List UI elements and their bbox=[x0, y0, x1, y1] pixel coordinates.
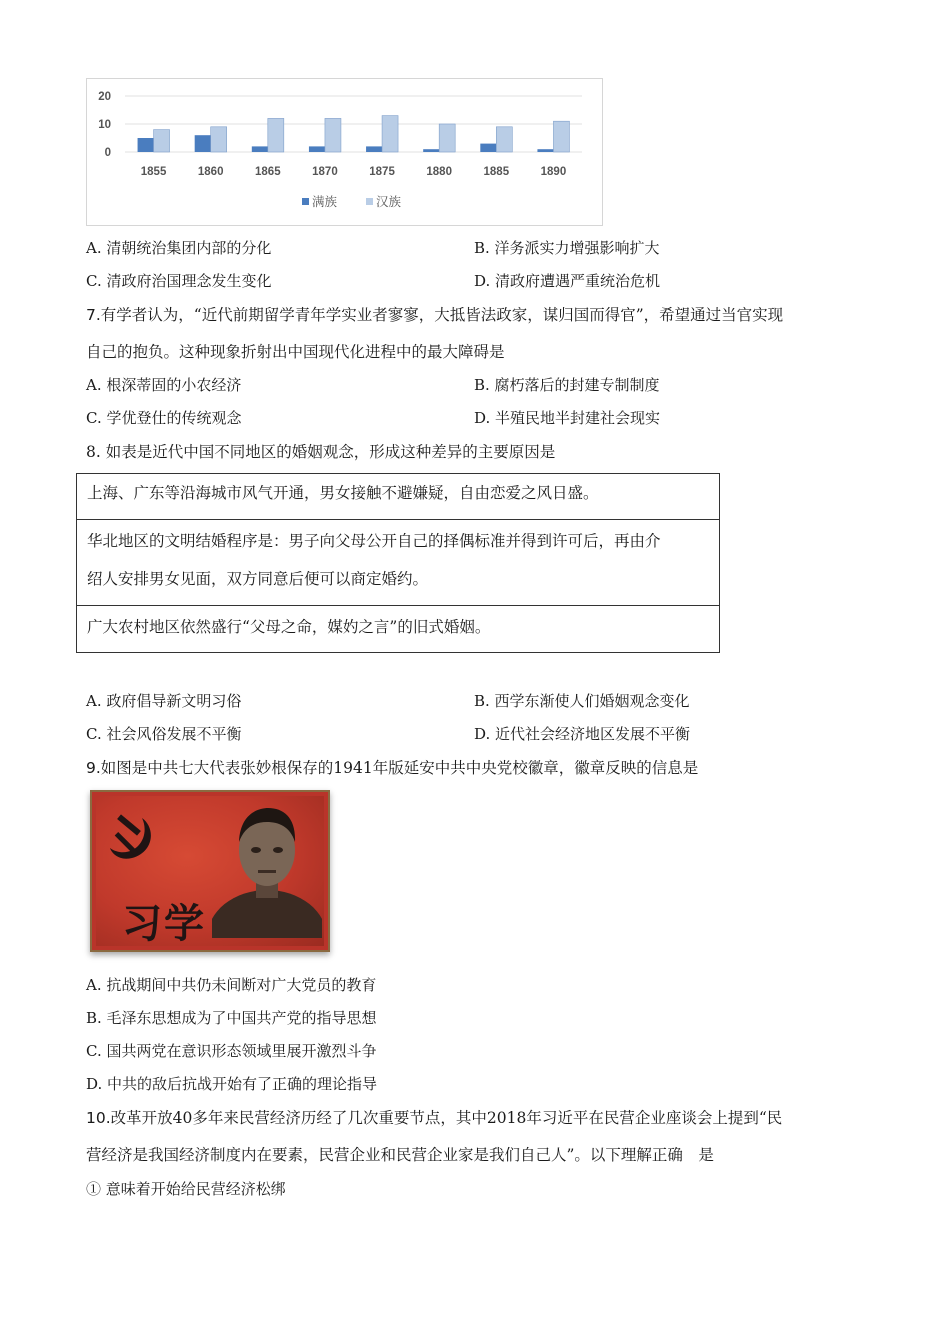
q8-option-b: B. 西学东渐使人们婚姻观念变化 bbox=[474, 692, 690, 710]
x-tick-label: 1875 bbox=[369, 166, 395, 178]
x-tick-label: 1865 bbox=[255, 166, 281, 178]
q8-option-d: D. 近代社会经济地区发展不平衡 bbox=[474, 725, 691, 743]
bar-manchu-1875 bbox=[366, 146, 382, 152]
q7-stem-line1 bbox=[86, 305, 783, 325]
portrait-icon bbox=[212, 798, 322, 938]
q9-option-a: A. 抗战期间中共仍未间断对广大党员的教育 bbox=[86, 976, 377, 994]
q9-option-c: C. 国共两党在意识形态领域里展开激烈斗争 bbox=[86, 1042, 377, 1060]
q10-item-1: ① 意味着开始给民营经济松绑 bbox=[86, 1180, 286, 1198]
bar-han-1875 bbox=[382, 116, 398, 152]
q6-option-a: A. 清朝统治集团内部的分化 bbox=[86, 239, 272, 257]
q8-stem: 8. 如表是近代中国不同地区的婚姻观念，形成这种差异的主要原因是 bbox=[86, 443, 556, 461]
q10-number: 10. bbox=[86, 1109, 111, 1127]
q9-option-b: B. 毛泽东思想成为了中国共产党的指导思想 bbox=[86, 1009, 377, 1027]
q7-number: 7. bbox=[86, 306, 101, 324]
q10-stem-line2: 营经济是我国经济制度内在要素，民营企业和民营企业家是我们自己人”。以下理解正确 是 bbox=[86, 1146, 714, 1164]
table-cell: 广大农村地区依然盛行“父母之命，媒妁之言”的旧式婚姻。 bbox=[87, 618, 491, 636]
table-row bbox=[77, 520, 719, 606]
y-tick-label: 10 bbox=[98, 119, 111, 131]
bar-chart bbox=[86, 78, 603, 226]
q10-stem-line1 bbox=[86, 1108, 782, 1128]
q8-table bbox=[76, 473, 720, 653]
q7-option-d: D. 半殖民地半封建社会现实 bbox=[474, 409, 661, 427]
badge-text: 习学 bbox=[122, 901, 206, 947]
q7-option-b: B. 腐朽落后的封建专制制度 bbox=[474, 376, 660, 394]
legend-label: 满族 bbox=[312, 194, 338, 209]
party-school-badge-image bbox=[90, 790, 330, 952]
bar-manchu-1890 bbox=[537, 149, 553, 152]
bar-han-1885 bbox=[496, 127, 512, 152]
bar-han-1890 bbox=[553, 121, 569, 152]
table-cell: 绍人安排男女见面，双方同意后便可以商定婚约。 bbox=[87, 570, 429, 588]
bar-han-1860 bbox=[211, 127, 227, 152]
q9-option-d: D. 中共的敌后抗战开始有了正确的理论指导 bbox=[86, 1075, 378, 1093]
x-tick-label: 1870 bbox=[312, 166, 338, 178]
q8-option-c: C. 社会风俗发展不平衡 bbox=[86, 725, 242, 743]
q10-text-line1: 改革开放40多年来民营经济历经了几次重要节点，其中2018年习近平在民营企业座谈会上提到“民 bbox=[110, 1109, 783, 1127]
bar-manchu-1855 bbox=[138, 138, 154, 152]
x-tick-label: 1855 bbox=[140, 166, 167, 178]
y-tick-label: 20 bbox=[98, 91, 111, 103]
q6-option-c: C. 清政府治国理念发生变化 bbox=[86, 272, 272, 290]
bar-han-1870 bbox=[325, 118, 341, 152]
x-tick-label: 1890 bbox=[540, 166, 567, 178]
legend-swatch bbox=[366, 198, 373, 205]
x-tick-label: 1860 bbox=[197, 166, 224, 178]
bar-han-1855 bbox=[154, 130, 170, 152]
bar-han-1880 bbox=[439, 124, 455, 152]
q8-option-a: A. 政府倡导新文明习俗 bbox=[86, 692, 242, 710]
q6-option-d: D. 清政府遭遇严重统治危机 bbox=[474, 272, 661, 290]
q7-option-c: C. 学优登仕的传统观念 bbox=[86, 409, 242, 427]
q6-option-b: B. 洋务派实力增强影响扩大 bbox=[474, 239, 660, 257]
bar-manchu-1885 bbox=[480, 144, 496, 152]
hammer-sickle-icon bbox=[102, 808, 160, 866]
legend-label: 汉族 bbox=[376, 194, 402, 209]
bar-manchu-1870 bbox=[309, 146, 325, 152]
q7-option-a: A. 根深蒂固的小农经济 bbox=[86, 376, 242, 394]
bar-manchu-1880 bbox=[423, 149, 439, 152]
q7-stem-line2: 自己的抱负。这种现象折射出中国现代化进程中的最大障碍是 bbox=[86, 343, 505, 361]
table-cell: 华北地区的文明结婚程序是：男子向父母公开自己的择偶标准并得到许可后，再由介 bbox=[87, 532, 661, 550]
legend-swatch bbox=[302, 198, 309, 205]
bar-manchu-1860 bbox=[195, 135, 211, 152]
table-row bbox=[77, 474, 719, 520]
q9-stem bbox=[86, 758, 698, 778]
chart-svg bbox=[87, 79, 602, 225]
x-tick-label: 1880 bbox=[426, 166, 452, 178]
table-cell: 上海、广东等沿海城市风气开通，男女接触不避嫌疑，自由恋爱之风日盛。 bbox=[87, 484, 599, 502]
bar-manchu-1865 bbox=[252, 146, 268, 152]
x-tick-label: 1885 bbox=[483, 166, 510, 178]
y-tick-label: 0 bbox=[104, 147, 111, 159]
bar-han-1865 bbox=[268, 118, 284, 152]
q7-text-line1: 有学者认为，“近代前期留学青年学实业者寥寥，大抵皆法政家，谋归国而得官”，希望通过当官实现 bbox=[100, 306, 784, 324]
q9-number: 9. bbox=[86, 759, 101, 777]
q9-text: 如图是中共七大代表张妙根保存的1941年版延安中共中央党校徽章，徽章反映的信息是 bbox=[100, 759, 699, 777]
table-row bbox=[77, 606, 719, 652]
